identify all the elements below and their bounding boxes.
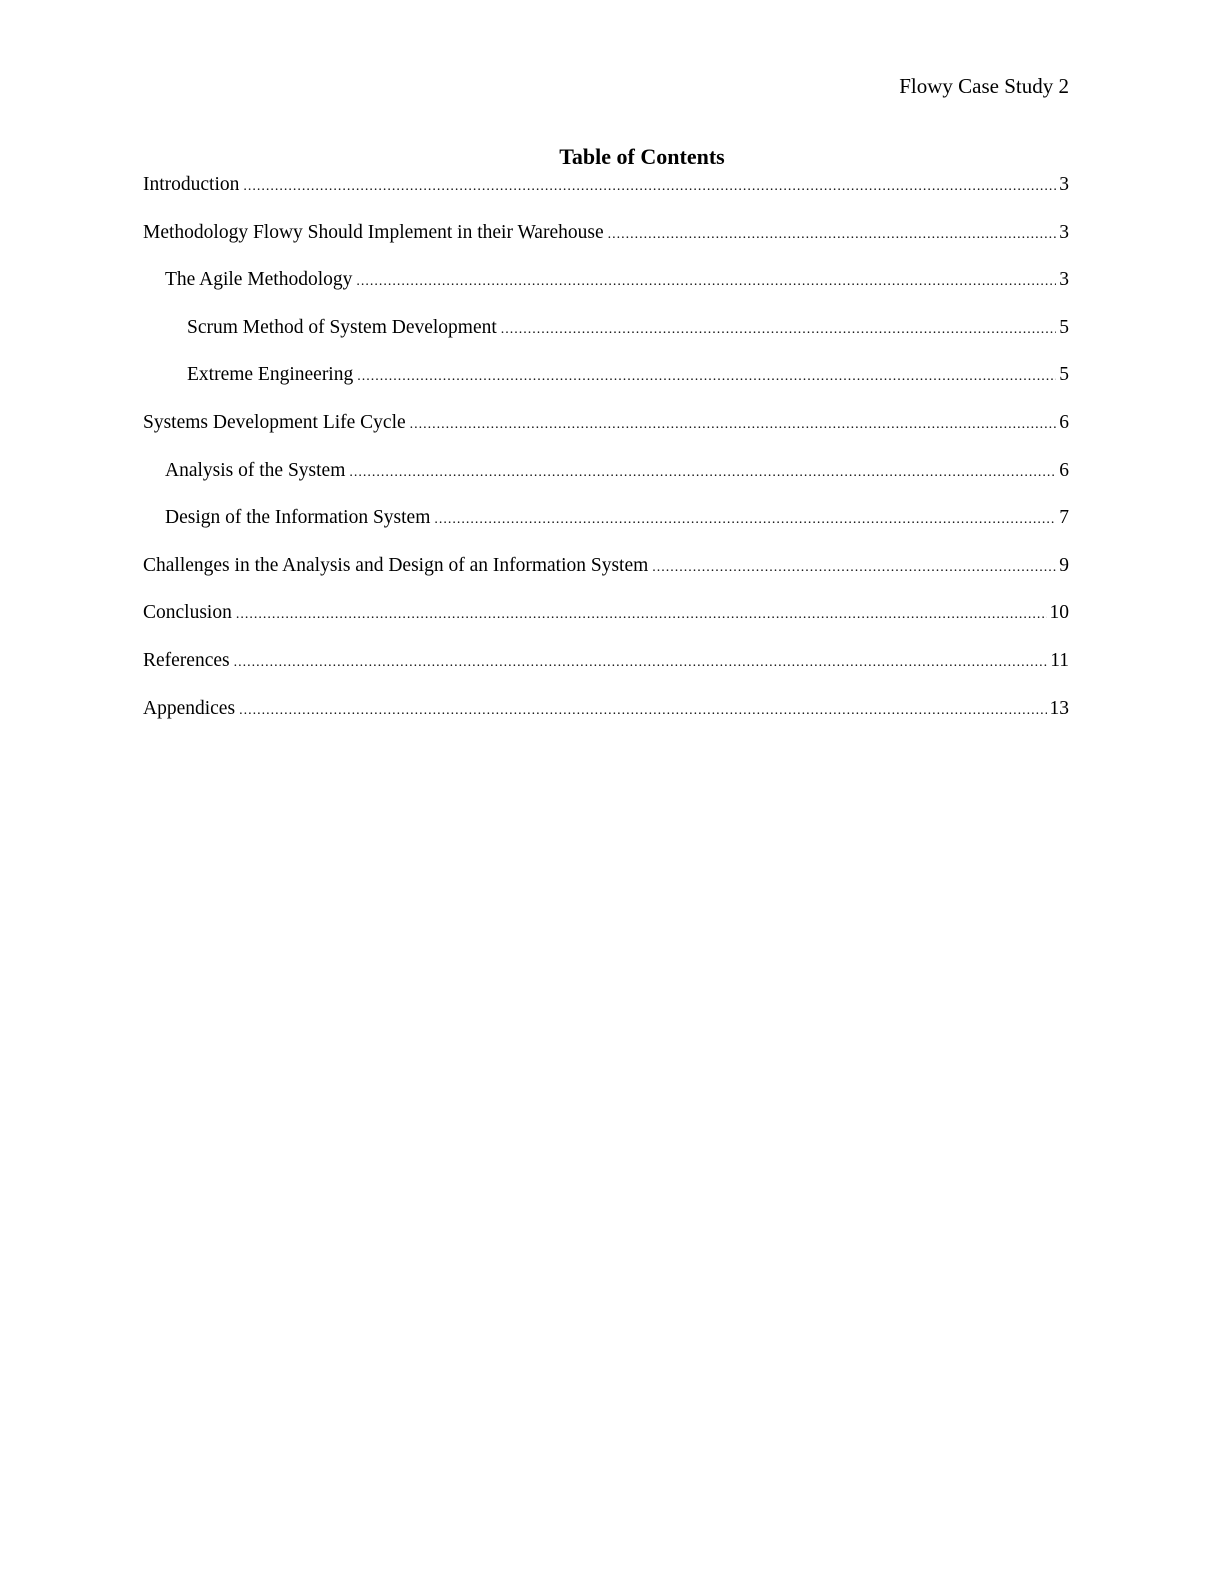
toc-entry-scrum-method[interactable]	[143, 314, 1069, 362]
toc-entry-page: 6	[1059, 411, 1069, 433]
toc-dot-leader	[356, 268, 1056, 296]
toc-entry-introduction[interactable]	[143, 171, 1069, 219]
toc-entry-appendices[interactable]	[143, 695, 1069, 743]
toc-dot-leader	[501, 316, 1056, 344]
toc-entry-methodology[interactable]	[143, 219, 1069, 267]
running-head: Flowy Case Study 2	[899, 74, 1069, 98]
toc-entry-page: 11	[1050, 649, 1069, 671]
toc-entry-challenges[interactable]	[143, 552, 1069, 600]
toc-entry-sdlc[interactable]	[143, 409, 1069, 457]
toc-entry-title: Methodology Flowy Should Implement in their Warehouse	[143, 221, 604, 243]
toc-dot-leader	[349, 459, 1056, 487]
toc-dot-leader	[239, 697, 1046, 725]
toc-dot-leader	[608, 221, 1057, 249]
toc-entry-title: The Agile Methodology	[165, 269, 353, 291]
toc-entry-title: Systems Development Life Cycle	[143, 411, 406, 433]
toc-entry-design[interactable]	[143, 504, 1069, 552]
toc-entry-conclusion[interactable]	[143, 599, 1069, 647]
toc-entry-references[interactable]	[143, 647, 1069, 695]
toc-entry-title: Analysis of the System	[165, 459, 346, 481]
toc-entry-analysis[interactable]	[143, 457, 1069, 505]
toc-entry-title: Introduction	[143, 174, 240, 195]
toc-dot-leader	[652, 554, 1056, 582]
toc-title: Table of Contents	[559, 144, 725, 169]
toc-entry-title: Conclusion	[143, 602, 232, 624]
toc-entry-page: 13	[1049, 697, 1069, 719]
toc-dot-leader	[236, 601, 1047, 629]
toc-dot-leader	[357, 363, 1056, 391]
toc-entry-page: 3	[1059, 221, 1069, 243]
toc-entry-page: 9	[1059, 554, 1069, 576]
toc-dot-leader	[234, 649, 1048, 677]
toc-entry-title: Appendices	[143, 697, 236, 719]
toc-entry-title: Design of the Information System	[165, 507, 431, 529]
toc-entry-page: 5	[1059, 364, 1069, 386]
toc-entry-page: 5	[1059, 316, 1069, 338]
toc-entry-title: References	[143, 649, 230, 671]
toc-entry-page: 7	[1059, 507, 1069, 529]
toc-entry-extreme-engineering[interactable]	[143, 361, 1069, 409]
toc-dot-leader	[410, 411, 1057, 439]
toc-entry-page: 3	[1059, 269, 1069, 291]
toc-dot-leader	[243, 173, 1056, 201]
toc-entry-agile-methodology[interactable]	[143, 266, 1069, 314]
toc-entry-title: Challenges in the Analysis and Design of an Information System	[143, 554, 649, 576]
toc-entry-page: 3	[1059, 174, 1069, 195]
toc-entry-page: 6	[1059, 459, 1069, 481]
toc-entry-title: Scrum Method of System Development	[187, 316, 497, 338]
toc-entry-title: Extreme Engineering	[187, 364, 354, 386]
toc-dot-leader	[434, 506, 1056, 534]
toc-list	[143, 171, 1069, 742]
toc-entry-page: 10	[1049, 602, 1069, 624]
